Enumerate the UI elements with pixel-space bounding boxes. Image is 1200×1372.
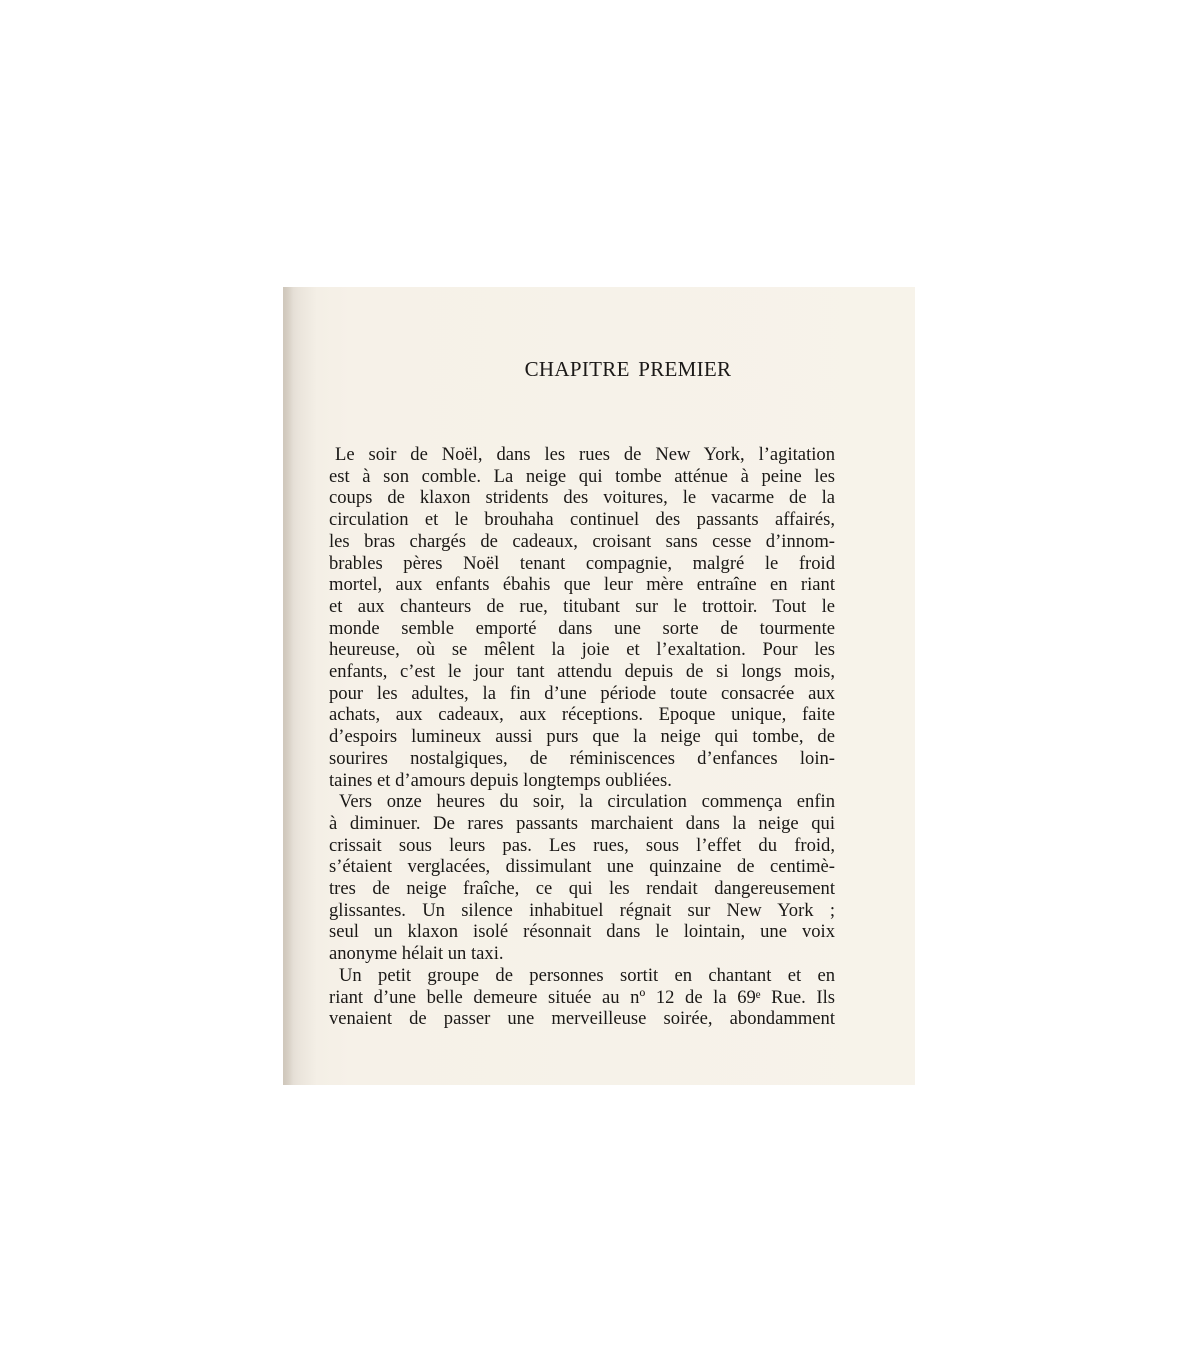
text-line: et aux chanteurs de rue, titubant sur le trottoir. Tout le <box>329 595 835 617</box>
text-line: Le soir de Noël, dans les rues de New York, l’agitation <box>335 444 835 465</box>
text-line: les bras chargés de cadeaux, croisant sans cesse d’innom- <box>329 530 835 552</box>
text-line: venaient de passer une merveilleuse soirée, abondamment <box>329 1008 835 1030</box>
paragraph-3 <box>329 965 835 1030</box>
text-line: mortel, aux enfants ébahis que leur mère entraîne en riant <box>329 574 835 596</box>
text-line: Vers onze heures du soir, la circulation commença enfin <box>339 791 835 813</box>
text-line: est à son comble. La neige qui tombe atténue à peine les <box>329 465 835 487</box>
text-line: anonyme hélait un taxi. <box>329 943 504 965</box>
text-line: enfants, c’est le jour tant attendu depuis de si longs mois, <box>329 661 835 683</box>
text-line: pour les adultes, la fin d’une période toute consacrée aux <box>329 682 835 704</box>
text-line: brables pères Noël tenant compagnie, malgré le froid <box>329 552 835 574</box>
text-line: Un petit groupe de personnes sortit en chantant et en <box>339 964 835 986</box>
paragraph-2 <box>329 791 835 965</box>
text-line: monde semble emporté dans une sorte de tourmente <box>329 617 835 639</box>
text-line: circulation et le brouhaha continuel des passants affairés, <box>329 509 835 531</box>
paragraph-1 <box>329 444 835 791</box>
text-line: heureuse, où se mêlent la joie et l’exaltation. Pour les <box>329 639 835 661</box>
text-line: achats, aux cadeaux, aux réceptions. Epoque unique, faite <box>329 704 835 726</box>
text-line: glissantes. Un silence inhabituel régnait sur New York ; <box>329 899 835 921</box>
text-line: s’étaient verglacées, dissimulant une quinzaine de centimè- <box>329 856 835 878</box>
text-line: coups de klaxon stridents des voitures, le vacarme de la <box>329 487 835 509</box>
text-line: crissait sous leurs pas. Les rues, sous l’effet du froid, <box>329 834 835 856</box>
body-text <box>329 444 835 1030</box>
book-page <box>283 287 915 1085</box>
text-line: riant d’une belle demeure située au nº 12 de la 69ᵉ Rue. Ils <box>329 986 835 1008</box>
text-line: d’espoirs lumineux aussi purs que la neige qui tombe, de <box>329 726 835 748</box>
text-line: taines et d’amours depuis longtemps oubliées. <box>329 769 672 791</box>
text-line: à diminuer. De rares passants marchaient dans la neige qui <box>329 812 835 834</box>
text-line: tres de neige fraîche, ce qui les rendait dangereusement <box>329 878 835 900</box>
chapter-title: CHAPITRE PREMIER <box>524 357 732 381</box>
text-line: seul un klaxon isolé résonnait dans le lointain, une voix <box>329 921 835 943</box>
text-line: sourires nostalgiques, de réminiscences d’enfances loin- <box>329 747 835 769</box>
